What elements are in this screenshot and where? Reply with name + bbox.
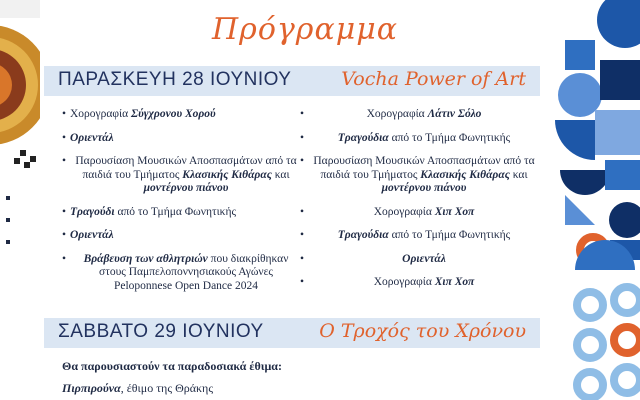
- friday-banner: [44, 66, 540, 96]
- program-item: • Οριεντάλ: [62, 229, 302, 243]
- friday-right-column: [300, 108, 540, 300]
- saturday-custom-item: Πιρπιρούνα, έθιμο της Θράκης: [62, 381, 214, 395]
- program-item: • Χορογραφία Χιπ Χοπ: [300, 276, 540, 290]
- friday-subtitle: Vocha Power of Art: [341, 68, 526, 90]
- program-item: • Οριεντάλ: [300, 253, 540, 267]
- program-item: • Χορογραφία Χιπ Χοπ: [300, 206, 540, 220]
- program-item: • Χορογραφία Λάτιν Σόλο: [300, 108, 540, 122]
- saturday-date: ΣΑΒΒΑΤΟ 29 ΙΟΥΝΙΟΥ: [58, 321, 264, 342]
- decorative-dots: [6, 196, 36, 262]
- program-item: • Παρουσίαση Μουσικών Αποσπασμάτων από τα παιδιά του Τμήματος Κλασικής Κιθάρας και μοντέρνου πιάνου: [62, 155, 302, 196]
- saturday-subtitle: Ο Τροχός του Χρόνου: [319, 320, 526, 342]
- program-item: • Οριεντάλ: [62, 132, 302, 146]
- program-title: Πρόγραμμα: [212, 12, 398, 47]
- saturday-intro: Θα παρουσιαστούν τα παραδοσιακά έθιμα:: [62, 359, 282, 373]
- program-item: • Τραγούδι από το Τμήμα Φωνητικής: [62, 206, 302, 220]
- saturday-banner: [44, 318, 540, 348]
- program-item: • Τραγούδια από το Τμήμα Φωνητικής: [300, 229, 540, 243]
- program-item: • Τραγούδια από το Τμήμα Φωνητικής: [300, 132, 540, 146]
- friday-date: ΠΑΡΑΣΚΕΥΗ 28 ΙΟΥΝΙΟΥ: [58, 69, 292, 90]
- program-item: • Παρουσίαση Μουσικών Αποσπασμάτων από τα παιδιά του Τμήματος Κλασικής Κιθάρας και μοντέρνου πιάνου: [300, 155, 540, 196]
- program-item: • Χορογραφία Σύγχρονου Χορού: [62, 108, 302, 122]
- decorative-right-artwork: [545, 0, 640, 400]
- friday-left-column: [62, 108, 302, 303]
- program-item: • Βράβευση των αθλητριών που διακρίθηκαν στους Παμπελοποννησιακούς Αγώνες Peloponnese Open Dance 2024: [62, 253, 302, 294]
- saturday-text: [62, 358, 282, 396]
